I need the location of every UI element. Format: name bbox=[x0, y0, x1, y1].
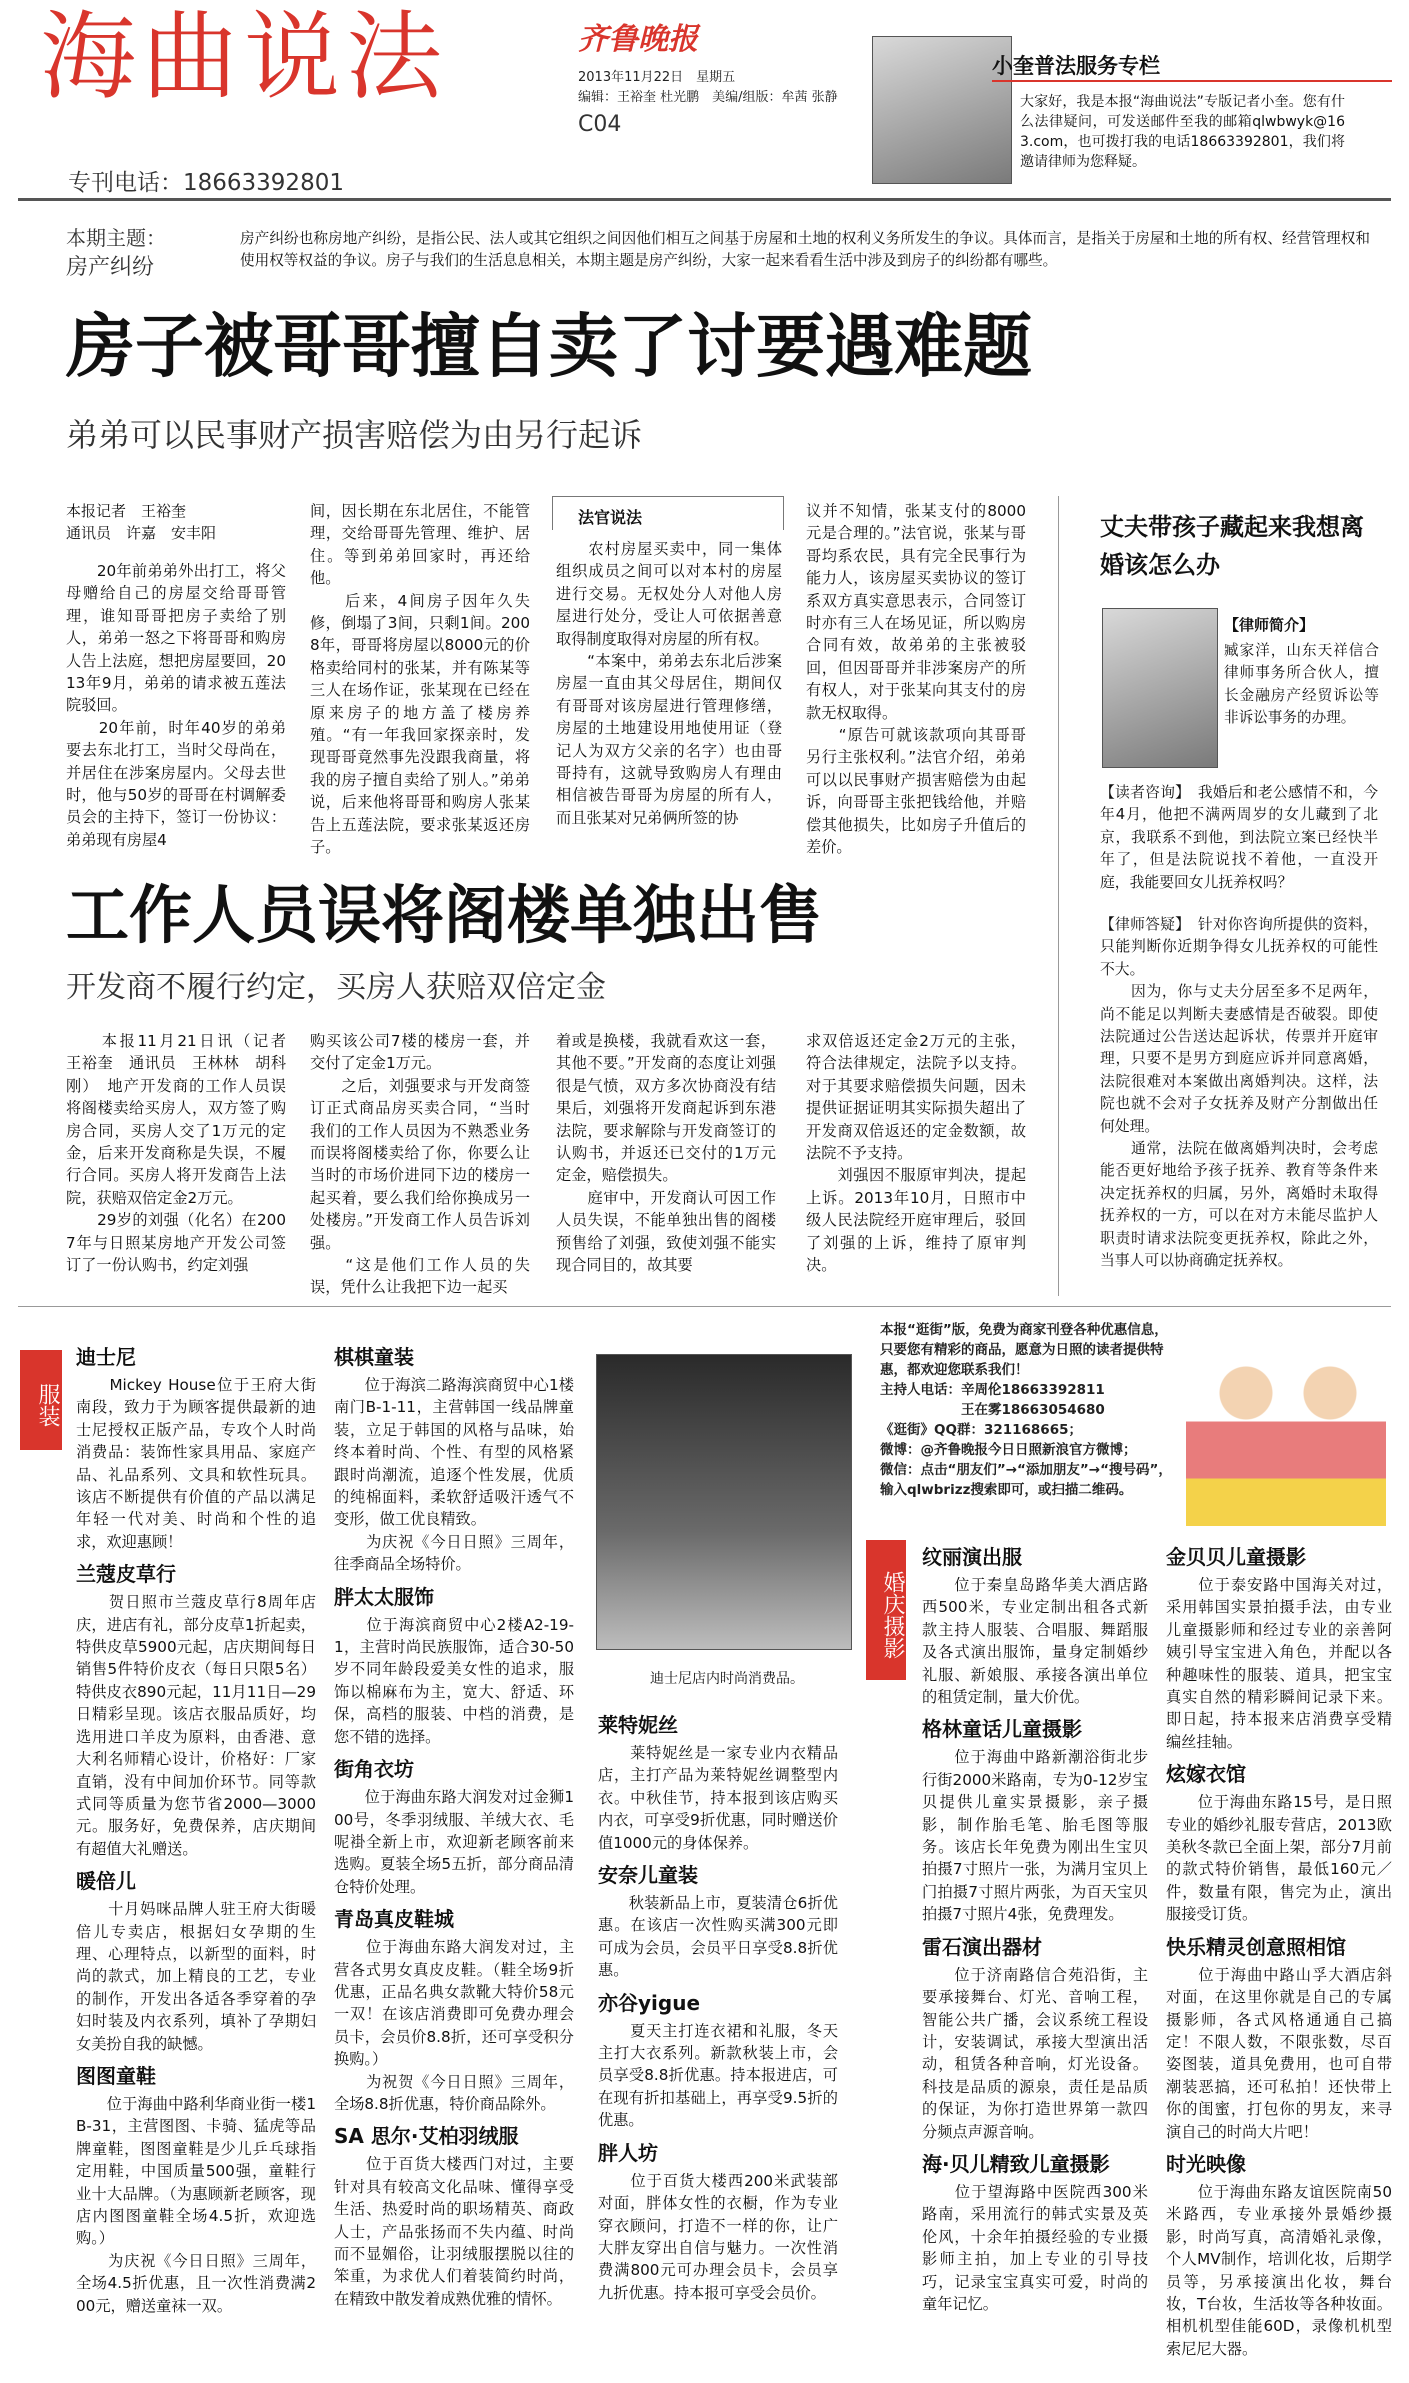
story1-headline: 房子被哥哥擅自卖了讨要遇难题 bbox=[66, 307, 1032, 387]
shop-title: 安奈儿童装 bbox=[598, 1863, 698, 1888]
shop-title: 时光映像 bbox=[1166, 2151, 1246, 2176]
shop-title: 胖太太服饰 bbox=[334, 1584, 434, 1609]
shop-title: 青岛真皮鞋城 bbox=[334, 1907, 454, 1932]
shop-entry bbox=[1166, 1761, 1392, 1925]
shop-col2 bbox=[334, 1336, 574, 2310]
columnist-photo bbox=[872, 36, 1012, 184]
shop-text: 夏天主打连衣裙和礼服，冬天主打大衣系列。新款秋装上市，会员享受8.8折优惠。持本报进店，可在现有折扣基础上，再享受9.5折的优惠。 bbox=[598, 2021, 838, 2130]
column-rule bbox=[992, 80, 1392, 82]
shop-entry bbox=[76, 2063, 316, 2317]
shop-entry bbox=[598, 1862, 838, 1982]
shop-text: 位于济南路信合苑沿街，主要承接舞台、灯光、音响工程，智能公共广播，会议系统工程设计，安装调试，承接大型演出活动，租赁各种音响，灯光设备。科技是品质的源泉，责任是品质的保证，为你打造世界第一款四分频点声源音响。 bbox=[922, 1965, 1148, 2141]
shop-title: 暖倍儿 bbox=[76, 1869, 136, 1894]
shop-text: 位于泰安路中国海关对过，采用韩国实景拍摄手法，由专业儿童摄影师和经过专业的亲善阿姨引导宝宝进入角色，并配以各种趣味性的服装、道具，把宝宝真实自然的精彩瞬间记录下来。即日起，持本报来店消费享受精编丝挂轴。 bbox=[1166, 1576, 1392, 1751]
story1-byline: 本报记者 王裕奎 通讯员 许嘉 安丰阳 bbox=[66, 502, 217, 542]
shop-text: 位于海曲中路利华商业街一楼1B-31，主营图图、卡骑、猛虎等品牌童鞋，图图童鞋是少儿乒乓球指定用鞋，中国质量500强，童鞋行业十大品牌。（为惠顾新老顾客，现店内图图童鞋全场4.5折，欢迎选购。） 为庆祝《今日日照》三周年，全场4.5折优惠，且一次性消费满200元，赠送童袜一双。 bbox=[76, 2094, 316, 2315]
shop-title: 金贝贝儿童摄影 bbox=[1166, 1545, 1306, 1569]
disney-store-photo bbox=[596, 1354, 852, 1650]
shop-text: 位于海滨二路海滨商贸中心1楼南门B-1-11，主营韩国一线品牌童装，立足于韩国的风格与品味，始终本着时尚、个性、有型的风格紧跟时尚潮流，追逐个性发展，优质的纯棉面料，柔软舒适吸汗透气不变形，做工优良精致。 为庆祝《今日日照》三周年，往季商品全场特价。 bbox=[334, 1376, 574, 1574]
qa-question: 【读者咨询】 我婚后和老公感情不和，今年4月，他把不满两周岁的女儿藏到了北京，我联系不到他，到法院立案已经快半年了，但是法院说找不着他，一直没开庭，我能要回女儿抚养权吗？ bbox=[1100, 784, 1378, 891]
lawyer-photo bbox=[1102, 608, 1218, 768]
story2-col3: 着或是换楼，我就看欢这一套，其他不要。”开发商的态度让刘强很是气愤，双方多次协商没有结果后，刘强将开发商起诉到东港法院，要求解除与开发商签订的认购书，并返还已交付的1万元定金，赔偿损失。 庭审中，开发商认可因工作人员失误，不能单独出售的阁楼预售给了刘强，致使刘强不能实现合同目的，故其要 bbox=[556, 1032, 776, 1275]
shop-col1 bbox=[76, 1336, 316, 2317]
shop-text: 位于百货大楼西门对过，主要针对具有较高文化品味、懂得享受生活、热爱时尚的职场精英、商政人士，产品张扬而不失内蕴、时尚而不显媚俗，让羽绒服摆脱以往的笨重，为求优人们着装简约时尚，在精致中散发着成熟优雅的情怀。 bbox=[334, 2155, 574, 2308]
shop-text: Mickey House位于王府大街南段，致力于为顾客提供最新的迪士尼授权正版产品，专攻个人时尚消费品：装饰性家具用品、家庭产品、礼品系列、文具和软性玩具。该店不断提供有价值的产品以满足年轻一代对美、时尚和个性的追求，欢迎惠顾！ bbox=[76, 1376, 316, 1551]
qa-divider bbox=[1058, 496, 1059, 1296]
editors-line: 编辑：王裕奎 杜光鹏 美编/组版：牟茜 张静 bbox=[578, 90, 838, 105]
shop-entry bbox=[76, 1561, 316, 1860]
shop-text: 贺日照市兰蔻皮草行8周年店庆，进店有礼，部分皮草1折起卖，特供皮草5900元起，店庆期间每日销售5件特价皮衣（每日只限5名）特供皮衣890元起，11月11日—29日精彩呈现。该店衣服品质好，均选用进口羊皮为原料，由香港、意大利名师精心设计，价格好：厂家直销，没有中间加价环节。同等款式同等质量为您节省2000—3000元。服务好，免费保养，店庆期间有超值大礼赠送。 bbox=[76, 1593, 316, 1858]
section-wedding: 婚庆摄影 bbox=[866, 1540, 906, 1680]
lawyer-intro: 臧家洋，山东天祥信合律师事务所合伙人，擅长金融房产经贸诉讼等非诉讼事务的办理。 bbox=[1224, 642, 1379, 727]
shop-entry bbox=[334, 1756, 574, 1898]
shop-entry bbox=[334, 1344, 574, 1576]
shop-entry bbox=[1166, 2151, 1392, 2360]
lawyer-intro-label: 【律师简介】 bbox=[1224, 616, 1315, 634]
shop-text: 十月妈咪品牌人驻王府大街暖倍儿专卖店，根据妇女孕期的生理、心理特点，以新型的面料，时尚的款式，加上精良的工艺，专业的制作，开发出各适各季穿着的孕妇时装及内衣系列，填补了孕期妇女美扮自我的缺憾。 bbox=[76, 1900, 316, 2053]
shop-entry bbox=[598, 2140, 838, 2304]
shop-entry bbox=[334, 2123, 574, 2310]
shop-text: 位于海曲中路山孚大酒店斜对面，在这里你就是自己的专属摄影师，各式风格通通自己搞定！不限人数，不限张数，尽百姿图装，道具免费用，也可自带潮装恶搞，还可私拍！还快带上你的闺蜜，打包你的男友，来寻演自己的时尚大片吧！ bbox=[1166, 1965, 1392, 2141]
shop-entry bbox=[598, 1712, 838, 1854]
shop-title: 雷石演出器材 bbox=[922, 1934, 1042, 1959]
shop-entry bbox=[922, 1544, 1148, 1708]
paper-logo: 齐鲁晚报 bbox=[578, 22, 698, 57]
date-line: 2013年11月22日 星期五 bbox=[578, 70, 736, 85]
column-intro: 大家好，我是本报“海曲说法”专版记者小奎。您有什么法律疑问，可发送邮件至我的邮箱qlwbwyk@163.com，也可拨打我的电话18663392801，我们将邀请律师为您释疑。 bbox=[1020, 94, 1345, 170]
qa-title: 丈夫带孩子藏起来我想离婚该怎么办 bbox=[1100, 513, 1364, 579]
story1-col3: 农村房屋买卖中，同一集体组织成员之间可以对本村的房屋进行交易。无权处分人对他人房屋进行处分，受让人可依据善意取得制度取得对房屋的所有权。 “本案中，弟弟去东北后涉案房屋一直由其父母居住，期间仅有哥哥对该房屋进行管理修缮，房屋的土地建设用地使用证（登记人为双方父亲的名字）也由哥哥持有，这就导致购房人有理由相信被告哥哥为房屋的所有人，而且张某对兄弟俩所签的协 bbox=[556, 540, 782, 827]
shop-text: 位于百货大楼西200米武装部对面，胖体女性的衣橱，作为专业穿衣顾问，打造不一样的你，让广大胖友穿出自信与魅力。一次性消费满800元可办理会员卡，会员享九折优惠。持本报可享受会员价。 bbox=[598, 2171, 838, 2302]
shop-title: 炫嫁衣馆 bbox=[1166, 1762, 1246, 1787]
shop-title: 快乐精灵创意照相馆 bbox=[1166, 1934, 1346, 1959]
host-illustration bbox=[1186, 1336, 1386, 1526]
shop-text: 位于望海路中医院西300米路南，采用流行的韩式实景及英伦风，十余年拍摄经验的专业摄影师主拍，加上专业的引导技巧，记录宝宝真实可爱，时尚的童年记忆。 bbox=[922, 2182, 1148, 2313]
shop-col5 bbox=[1166, 1536, 1392, 2360]
topic-label: 本期主题： bbox=[66, 226, 166, 250]
column-title: 小奎普法服务专栏 bbox=[992, 54, 1160, 78]
topic-text: 房产纠纷也称房地产纠纷，是指公民、法人或其它组织之间因他们相互之间基于房屋和土地的权利义务所发生的争议。具体而言，是指关于房屋和土地的所有权、经营管理权和使用权等权益的争议。房子与我们的生活息息相关，本期主题是房产纠纷，大家一起来看看生活中涉及到房子的纠纷都有哪些。 bbox=[240, 230, 1370, 269]
shop-title: 莱特妮丝 bbox=[598, 1713, 678, 1737]
shop-entry bbox=[334, 1906, 574, 2115]
shop-title: 胖人坊 bbox=[598, 2140, 658, 2165]
story2-headline: 工作人员误将阁楼单独出售 bbox=[66, 879, 822, 952]
shop-text: 位于海曲东路15号，是日照专业的婚纱礼服专营店，2013欧美秋冬款已全面上架，部分7月前的款式特价销售，最低160元／件，数量有限，售完为止，演出服接受订货。 bbox=[1166, 1793, 1392, 1924]
shop-text: 位于海曲东路大润发对过，主营各式男女真皮皮鞋。（鞋全场9折优惠，正品名典女款靴大特价58元一双！在该店消费即可免费办理会员卡，会员价8.8折，还可享受积分换购。） 为祝贺《今日日照》三周年，全场8.8折优惠，特价商品除外。 bbox=[334, 1938, 574, 2113]
hotline: 专刊电话：18663392801 bbox=[68, 170, 344, 196]
shop-title: 兰蔻皮草行 bbox=[76, 1562, 176, 1587]
shop-text: 位于秦皇岛路华美大酒店路西500米，专业定制出租各式新款主持人服装、合唱服、舞蹈服及各式演出服饰，量身定制婚纱礼服、新娘服、承接各演出单位的租赁定制，量大价优。 bbox=[922, 1576, 1148, 1707]
shop-text: 位于海曲东路大润发对过金狮100号，冬季羽绒服、羊绒大衣、毛呢褂全新上市，欢迎新老顾客前来选购。夏装全场5五折，部分商品清仓特价处理。 bbox=[334, 1788, 574, 1896]
shop-col4 bbox=[922, 1536, 1148, 2315]
shop-text: 秋装新品上市，夏装清仓6折优惠。在该店一次性购买满300元即可成为会员，会员平日享受8.8折优惠。 bbox=[598, 1894, 838, 1980]
legal-box-title: 法官说法 bbox=[578, 508, 643, 527]
shop-title: 海·贝儿精致儿童摄影 bbox=[922, 2151, 1110, 2176]
shop-text: 位于海滨商贸中心2楼A2-19-1，主营时尚民族服饰，适合30-50岁不同年龄段爱美女性的追求，服饰以棉麻布为主，宽大、舒适、环保，高档的服装、中档的消费，是您不错的选择。 bbox=[334, 1615, 574, 1746]
shop-entry bbox=[1166, 1544, 1392, 1753]
header-rule bbox=[18, 198, 1391, 201]
story1-col1: 20年前弟弟外出打工，将父母赠给自己的房屋交给哥哥管理，谁知哥哥把房子卖给了别人，弟弟一怒之下将哥哥和购房人告上法庭，想把房屋要回，2013年9月，弟弟的请求被五莲法院驳回。 20年前，时年40岁的弟弟要去东北打工，当时父母尚在，并居住在涉案房屋内。父母去世时，他与50岁的哥哥在村调解委员会的主持下，签订一份协议：弟弟现有房屋4 bbox=[66, 562, 286, 849]
shop-title: 街角衣坊 bbox=[334, 1757, 414, 1782]
qa-answer: 【律师答疑】 针对你咨询所提供的资料，只能判断你近期争得女儿抚养权的可能性不大。 因为，你与丈夫分居至多不足两年，尚不能足以判断夫妻感情是否破裂。即使法院通过公告送达起诉状，传票并开庭审理，只要不是男方到庭应诉并同意离婚，法院很难对本案做出离婚判决。这样，法院也就不会对子女抚养及财产分割做出任何处理。 通常，法院在做离婚判决时，会考虑能否更好地给予孩子抚养、教育等条件来决定抚养权的归属，另外，离婚时未取得抚养权的一方，可以在对方未能尽监护人职责时请求法院变更抚养权，除此之外，当事人可以协商确定抚养权。 bbox=[1100, 916, 1378, 1270]
story2-col2: 购买该公司7楼的楼房一套，并交付了定金1万元。 之后，刘强要求与开发商签订正式商品房买卖合同，“当时我们的工作人员因为不熟悉业务而误将阁楼卖给了你，你要么让当时的市场价进同下边的楼房一起买着，要么我们给你换成另一处楼房。”开发商工作人员告诉刘强。 “这是他们工作人员的失误，凭什么让我把下边一起买 bbox=[310, 1032, 530, 1297]
shop-title: 格林童话儿童摄影 bbox=[922, 1717, 1082, 1742]
shop-title: SA 思尔·艾柏羽绒服 bbox=[334, 2124, 519, 2149]
story1-col4: 议并不知情，张某支付的8000元是合理的。”法官说，张某与哥哥均系农民，具有完全民事行为能力人，该房屋买卖协议的签订系双方真实意思表示，合同签订时亦有三人在场见证，所以购房合同有效，故弟弟的主张被驳回，但因哥哥并非涉案房产的所有权人，对于张某向其支付的房款无权取得。 “原告可就该款项向其哥哥另行主张权利。”法官介绍，弟弟可以以民事财产损害赔偿为由起诉，向哥哥主张把钱给他，并赔偿其他损失，比如房子升值后的差价。 bbox=[806, 502, 1026, 857]
shop-entry bbox=[922, 1716, 1148, 1925]
shop-title: 图图童鞋 bbox=[76, 2063, 156, 2088]
shop-entry bbox=[76, 1868, 316, 2055]
photo-caption: 迪士尼店内时尚消费品。 bbox=[650, 1671, 804, 1687]
topic-name: 房产纠纷 bbox=[66, 255, 155, 280]
shop-text: 莱特妮丝是一家专业内衣精品店，主打产品为莱特妮丝调整型内衣。中秋佳节，持本报到该店购买内衣，可享受9折优惠，同时赠送价值1000元的身体保养。 bbox=[598, 1744, 838, 1852]
story2-subhead: 开发商不履行约定，买房人获赔双倍定金 bbox=[66, 970, 606, 1005]
shop-title: 亦谷yigue bbox=[598, 1990, 701, 2015]
story2-col1: 本报11月21日讯（记者 王裕奎 通讯员 王林林 胡科刚） 地产开发商的工作人员误将阁楼卖给买房人，双方签了购房合同，买房人交了1万元的定金，后来开发商称是失误，不履行合同。买房人将开发商告上法院，获赔双倍定金2万元。 29岁的刘强（化名）在2007年与日照某房地产开发公司签订了一份认购书，约定刘强 bbox=[66, 1032, 286, 1275]
masthead: 海曲说法 bbox=[40, 1, 448, 113]
shop-entry bbox=[1166, 1934, 1392, 2143]
middle-rule bbox=[18, 1306, 1391, 1307]
shop-entry bbox=[922, 1934, 1148, 2143]
shop-entry bbox=[922, 2151, 1148, 2315]
shop-entry bbox=[334, 1584, 574, 1748]
section-clothing: 服装 bbox=[20, 1350, 62, 1450]
story2-col4: 求双倍返还定金2万元的主张，符合法律规定，法院予以支持。对于其要求赔偿损失问题，因未提供证据证明其实际损失超出了开发商双倍返还的定金数额，故法院不予支持。 刘强因不服原审判决，提起上诉。2013年10月，日照市中级人民法院经开庭审理后，驳回了刘强的上诉，维持了原审判决。 bbox=[806, 1032, 1026, 1275]
shop-col3 bbox=[598, 1704, 838, 2304]
story1-col2: 间，因长期在东北居住，不能管理，交给哥哥先管理、维护、居住。等到弟弟回家时，再还给他。 后来，4间房子因年久失修，倒塌了3间，只剩1间。2008年，哥哥将房屋以8000元的价格卖给同村的张某，并有陈某等三人在场作证，张某现在已经在原来房子的地方盖了楼房养殖。“有一年我回家探亲时，发现哥哥竟然事先没跟我商量，将我的房子擅自卖给了别人。”弟弟说，后来他将哥哥和购房人张某告上五莲法院，要求张某返还房子。 bbox=[310, 502, 530, 857]
shop-title: 迪士尼 bbox=[76, 1345, 136, 1369]
story1-subhead: 弟弟可以民事财产损害赔偿为由另行起诉 bbox=[66, 416, 643, 454]
shop-title: 纹丽演出服 bbox=[922, 1545, 1022, 1569]
shop-text: 位于海曲东路友谊医院南50米路西，专业承接外景婚纱摄影，时尚写真，高清婚礼录像，个人MV制作，培训化妆，后期学员等，另承接演出化妆，舞台妆，T台妆，生活妆等各种妆面。相机机型佳能60D，录像机机型索尼尼大器。 bbox=[1166, 2182, 1392, 2358]
promo-box: 本报“逛街”版，免费为商家刊登各种优惠信息，只要您有精彩的商品，愿意为日照的读者提供特惠，都欢迎您联系我们！ 主持人电话：辛周伦18663392811 王在雾18663054680 《逛街》QQ群：321168665； 微博：@齐鲁晚报今日日照新浪官方微博； 微信：点击“朋友们”→“添加朋友”→“搜号码”，输入qlwbrizz搜索即可，或扫描二维码。 bbox=[880, 1322, 1172, 1498]
shop-entry bbox=[598, 1990, 838, 2132]
shop-text: 位于海曲中路新潮浴街北步行街2000米路南，专为0-12岁宝贝提供儿童实景摄影，亲子摄影，制作胎毛笔、胎毛图等服务。该店长年免费为刚出生宝贝拍摄7寸照片一张，为满月宝贝上门拍摄7寸照片两张，为百天宝贝拍摄7寸照片4张，免费理发。 bbox=[922, 1748, 1148, 1924]
page-code: C04 bbox=[578, 112, 622, 137]
shop-title: 棋棋童装 bbox=[334, 1345, 414, 1369]
shop-entry bbox=[76, 1344, 316, 1553]
